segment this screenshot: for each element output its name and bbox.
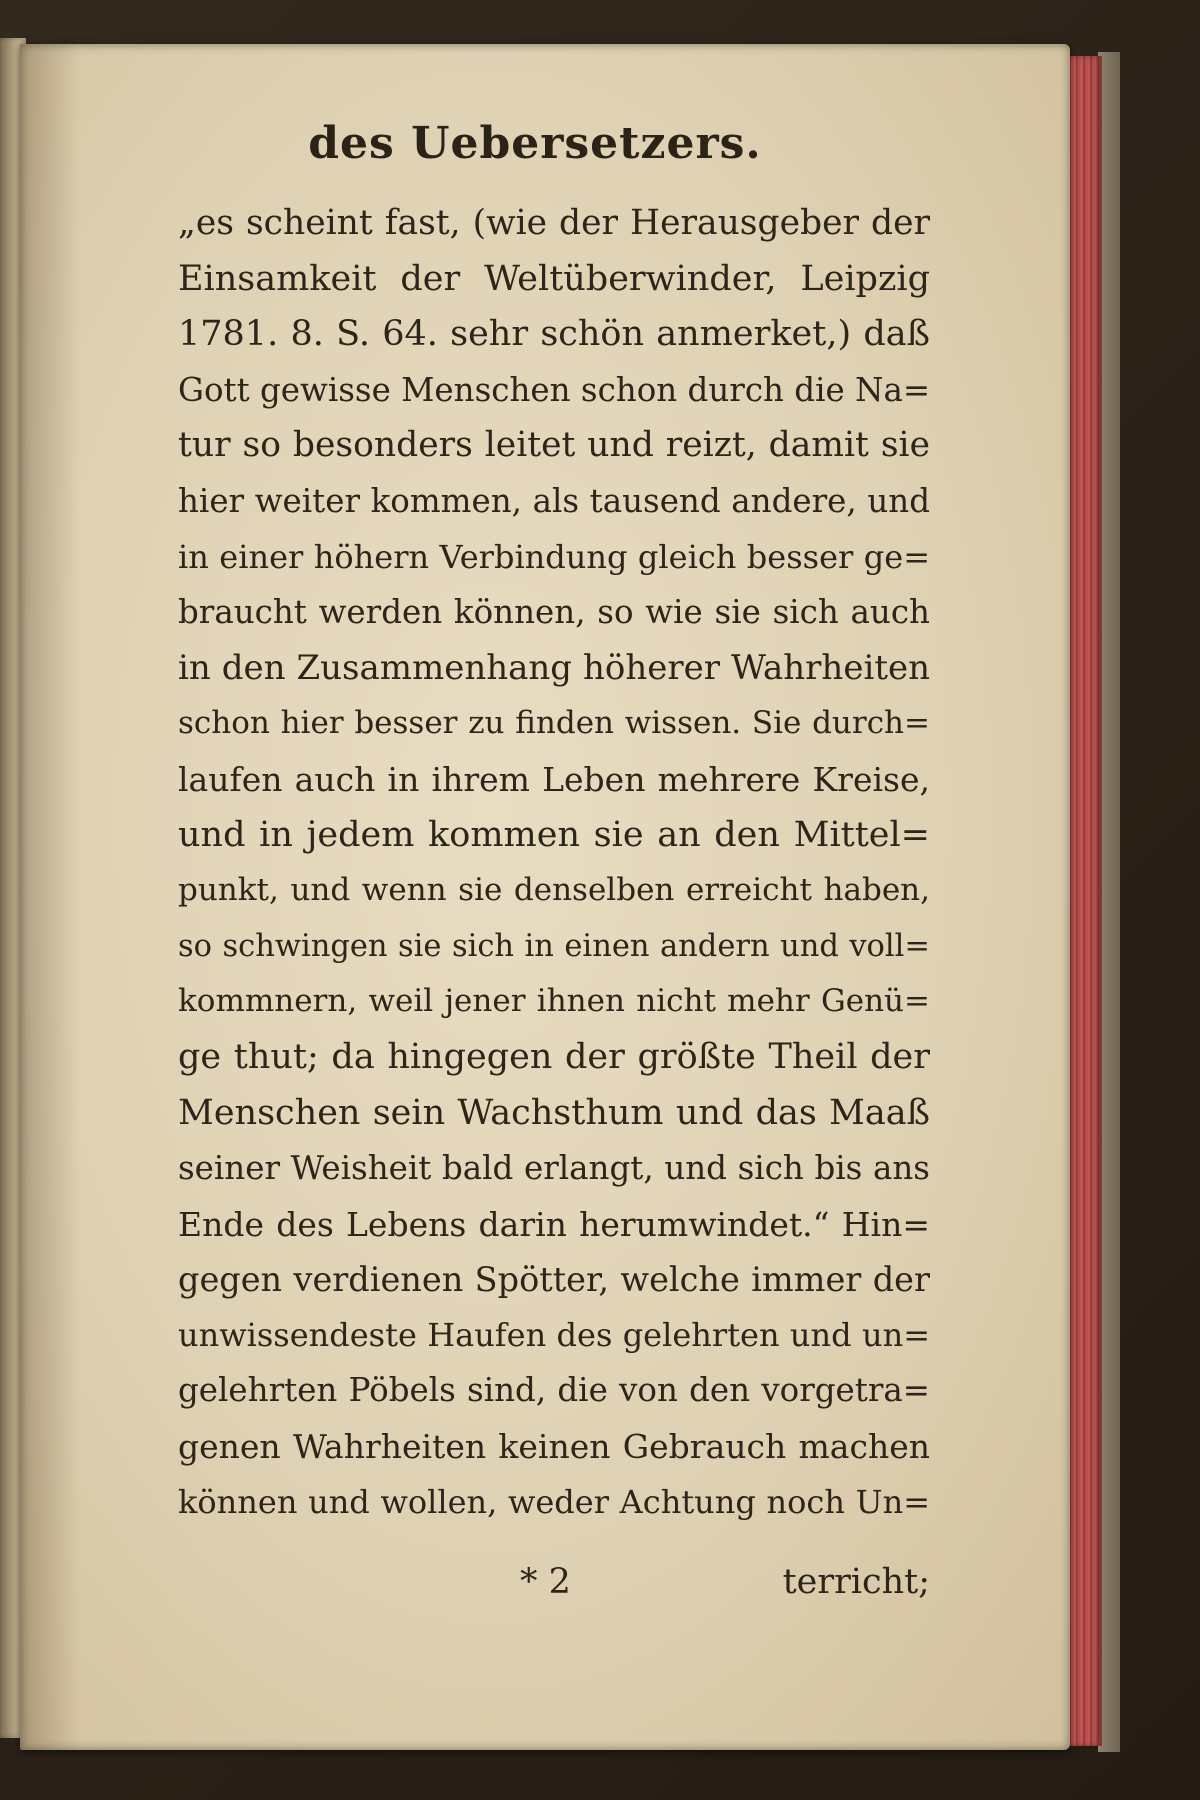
- text-line: Menschen sein Wachsthum und das Maaß: [178, 1092, 930, 1133]
- text-line: laufen auch in ihrem Leben mehrere Kreise,: [178, 759, 930, 799]
- text-line: seiner Weisheit bald erlangt, und sich bis ans: [178, 1149, 930, 1188]
- text-line: „es scheint fast, (wie der Herausgeber der: [178, 203, 930, 243]
- text-line: unwissendeste Haufen des gelehrten und un=: [178, 1315, 930, 1354]
- running-head: des Uebersetzers.: [308, 118, 762, 169]
- text-line: tur so besonders leitet und reizt, damit sie: [178, 425, 930, 466]
- body-text-block: [178, 196, 930, 1530]
- text-line: punkt, und wenn sie denselben erreicht haben,: [178, 872, 930, 909]
- text-line: kommnern, weil jener ihnen nicht mehr Genü=: [178, 983, 930, 1020]
- catchword: terricht;: [782, 1562, 930, 1602]
- text-line: hier weiter kommen, als tausend andere, und: [178, 481, 930, 520]
- text-line: Gott gewisse Menschen schon durch die Na=: [178, 370, 930, 409]
- text-line: können und wollen, weder Achtung noch Un=: [178, 1482, 930, 1521]
- text-line: braucht werden können, so wie sie sich auch: [178, 593, 930, 632]
- text-line: gegen verdienen Spötter, welche immer der: [178, 1260, 930, 1300]
- text-line: Einsamkeit der Weltüberwinder, Leipzig: [178, 258, 930, 299]
- text-line: in den Zusammenhang höherer Wahrheiten: [178, 647, 930, 688]
- text-line: gelehrten Pöbels sind, die von den vorgetra=: [178, 1371, 930, 1410]
- text-line: so schwingen sie sich in einen andern und voll=: [178, 928, 930, 964]
- text-line: und in jedem kommen sie an den Mittel=: [178, 814, 930, 855]
- text-line: Ende des Lebens darin herumwindet.“ Hin=: [178, 1204, 930, 1244]
- signature-mark: * 2: [520, 1562, 571, 1602]
- text-line: 1781. 8. S. 64. sehr schön anmerket,) daß: [178, 314, 930, 355]
- text-line: genen Wahrheiten keinen Gebrauch machen: [178, 1427, 930, 1467]
- text-line: in einer höhern Verbindung gleich besser ge=: [178, 537, 930, 576]
- text-line: ge thut; da hingegen der größte Theil der: [178, 1036, 930, 1077]
- text-line: schon hier besser zu finden wissen. Sie durch=: [178, 705, 930, 742]
